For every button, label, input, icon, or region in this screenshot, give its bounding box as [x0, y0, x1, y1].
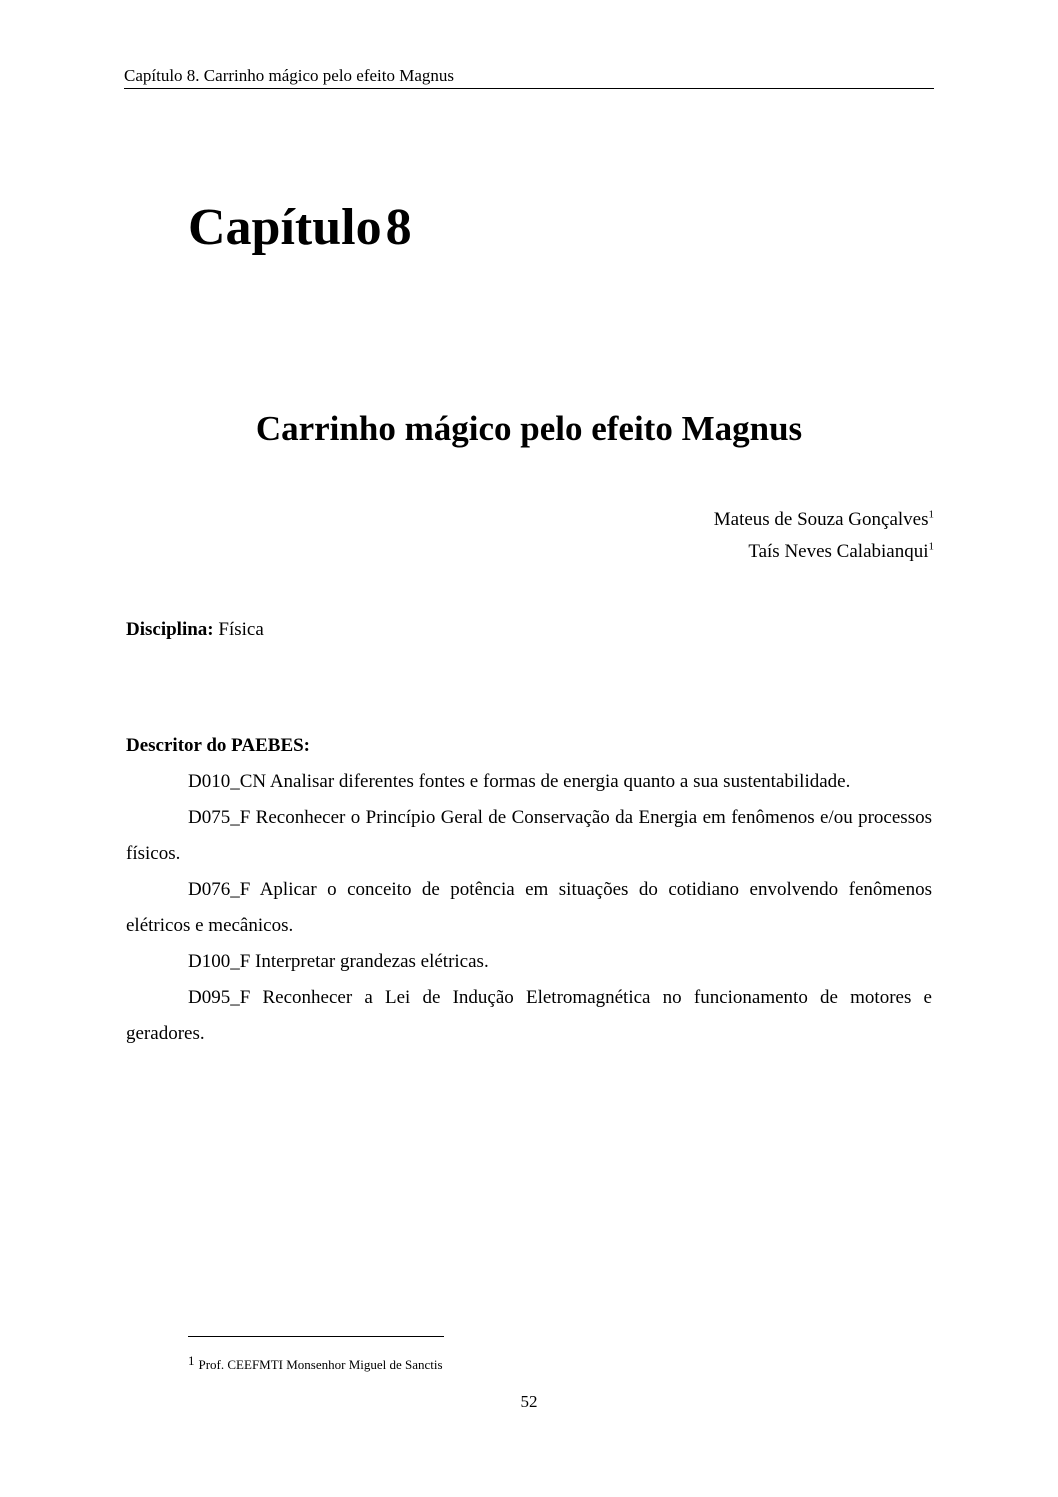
footnote-mark: 1 — [188, 1353, 195, 1368]
author-line — [714, 504, 934, 536]
footnote-text: Prof. CEEFMTI Monsenhor Miguel de Sanctis — [198, 1357, 443, 1372]
chapter-title — [188, 196, 412, 260]
footnote — [188, 1352, 443, 1374]
descriptor-item: D010_CN Analisar diferentes fontes e formas de energia quanto a sua sustentabilidade. — [188, 771, 851, 792]
author-footnote-mark[interactable]: 1 — [928, 508, 934, 521]
descriptor-item: D095_F Reconhecer a Lei de Indução Eletromagnética no funcionamento de motores e geradores. — [126, 987, 932, 1044]
descriptor-item: D075_F Reconhecer o Princípio Geral de Conservação da Energia em fenômenos e/ou processos físicos. — [126, 807, 932, 864]
descriptor-item: D100_F Interpretar grandezas elétricas. — [188, 951, 489, 972]
discipline-line — [126, 616, 264, 644]
authors-block — [714, 504, 934, 568]
descriptors-section — [126, 728, 932, 1052]
footnote-divider — [188, 1336, 444, 1337]
page-number: 52 — [520, 1392, 538, 1411]
author-name: Taís Neves Calabianqui — [748, 541, 929, 562]
author-footnote-mark[interactable]: 1 — [928, 540, 934, 553]
discipline-value: Física — [218, 619, 264, 640]
author-line — [714, 536, 934, 568]
discipline-label: Disciplina: — [126, 619, 214, 640]
running-header: Capítulo 8. Carrinho mágico pelo efeito Magnus — [124, 66, 934, 89]
chapter-subtitle: Carrinho mágico pelo efeito Magnus — [255, 409, 803, 448]
descriptor-item: D076_F Aplicar o conceito de potência em situações do cotidiano envolvendo fenômenos elétricos e mecânicos. — [126, 879, 932, 936]
chapter-label: Capítulo — [188, 199, 382, 256]
author-name: Mateus de Souza Gonçalves — [713, 509, 929, 530]
chapter-number: 8 — [385, 199, 412, 256]
descriptors-heading: Descritor do PAEBES: — [126, 735, 311, 756]
